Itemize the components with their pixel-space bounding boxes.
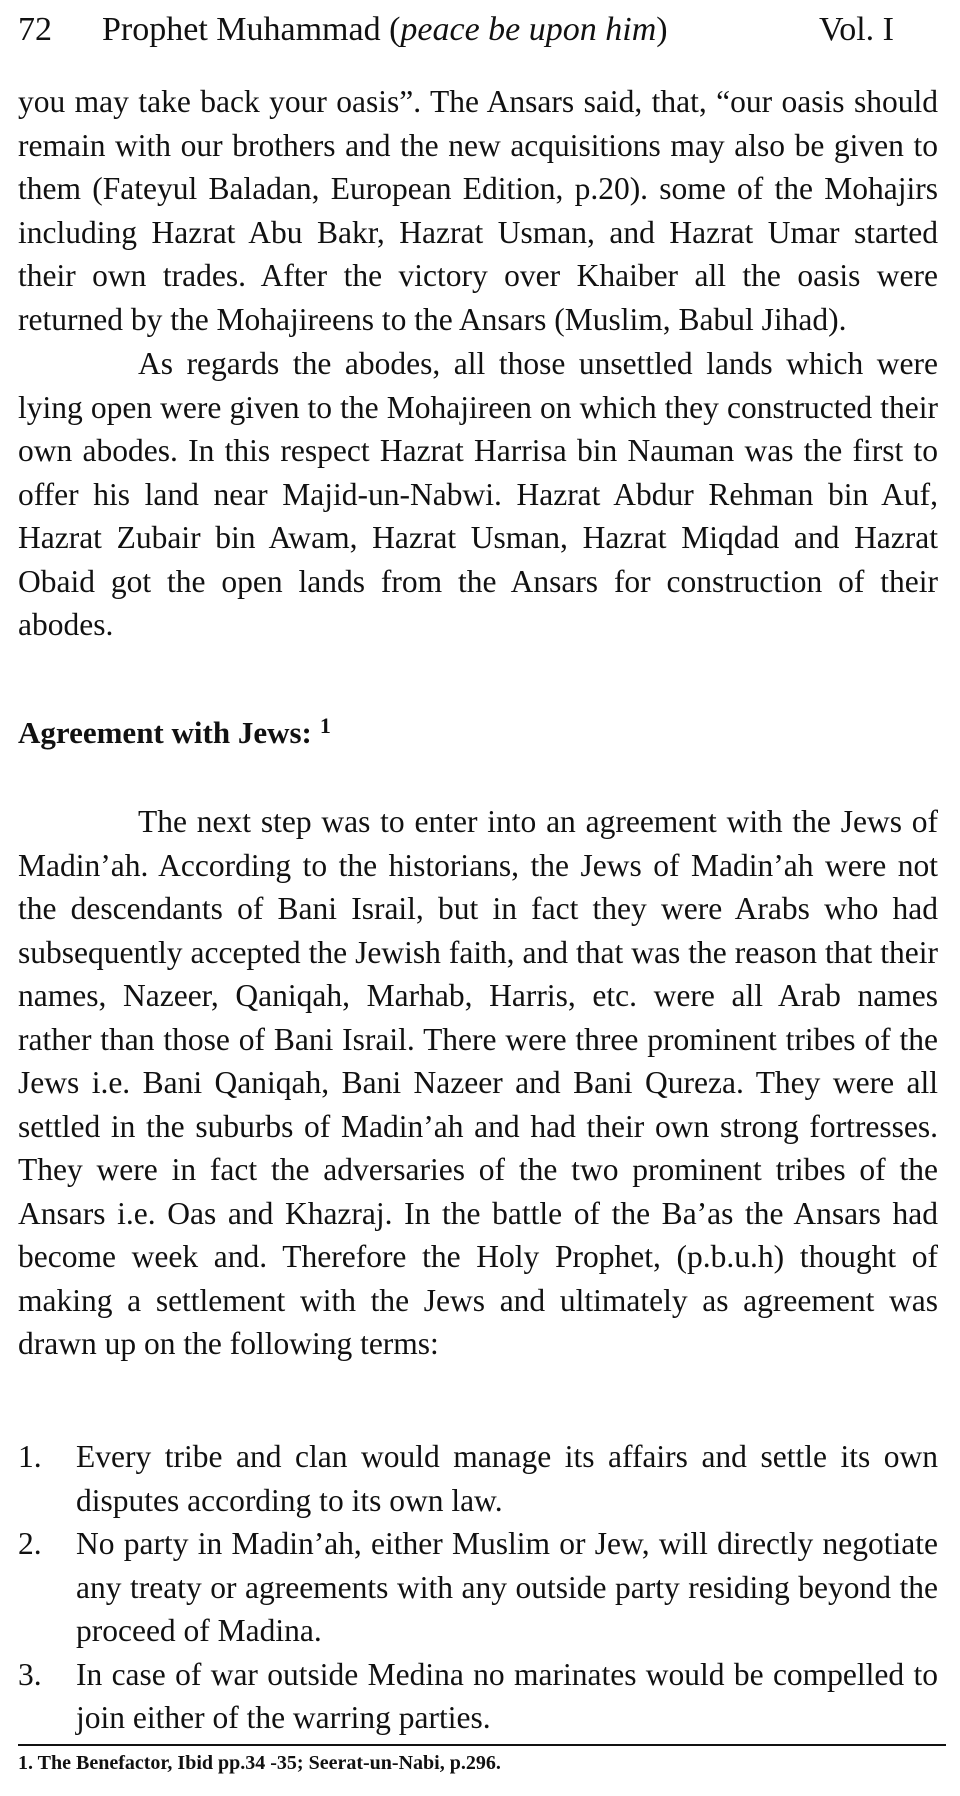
list-item-number: 3. — [18, 1656, 42, 1692]
running-header — [18, 8, 946, 52]
section-heading-text: Agreement with Jews: — [18, 715, 312, 750]
paragraph-agreement: The next step was to enter into an agreement with the Jews of Madin’ah. According to the historians, the Jews of Madin’ah were not the descendants of Bani Israil, but in fact they were Arabs who had subsequently accepted the Jewish faith, and that was the reason that their names, Nazeer, Qaniqah, Marhab, Harris, etc. were all Arab names rather than those of Bani Israil. There were three prominent tribes of the Jews i.e. Bani Qaniqah, Bani Nazeer and Bani Qureza. They were all settled in the suburbs of Madin’ah and had their own strong fortresses. They were in fact the adversaries of the two prominent tribes of the Ansars i.e. Oas and Khazraj. In the battle of the Ba’as the Ansars had become week and. Therefore the Holy Prophet, (p.b.u.h) thought of making a settlement with the Jews and ultimately as agreement was drawn up on the following terms: — [18, 804, 938, 1361]
section-heading — [18, 706, 331, 753]
footnote-divider — [18, 1744, 946, 1746]
page-number: 72 — [18, 11, 52, 48]
list-item — [18, 1435, 938, 1522]
title-prefix: Prophet Muhammad ( — [102, 11, 401, 48]
list-item-text: No party in Madin’ah, either Muslim or Jew, will directly negotiate any treaty or agreements with any outside party residing beyond the proceed of Madina. — [76, 1526, 938, 1648]
footnote: 1. The Benefactor, Ibid pp.34 -35; Seerat-un-Nabi, p.296. — [18, 1752, 501, 1774]
list-item — [18, 1522, 938, 1653]
list-item-text: In case of war outside Medina no marinates would be compelled to join either of the warring parties. — [76, 1656, 938, 1735]
list-item-number: 1. — [18, 1439, 42, 1474]
title-suffix: ) — [656, 11, 668, 48]
list-item-text: Every tribe and clan would manage its affairs and settle its own disputes according to its own law. — [76, 1439, 938, 1518]
paragraph-abodes: As regards the abodes, all those unsettled lands which were lying open were given to the Mohajireen on which they constructed their own abodes. In this respect Hazrat Harrisa bin Nauman was the first to offer his land near Majid-un-Nabwi. Hazrat Abdur Rehman bin Auf, Hazrat Zubair bin Awam, Hazrat Usman, Hazrat Miqdad and Hazrat Obaid got the open lands from the Ansars for construction of their abodes. — [18, 346, 938, 642]
footnote-ref: 1 — [319, 713, 331, 738]
paragraph-oasis: you may take back your oasis”. The Ansars said, that, “our oasis should remain with our brothers and the new acquisitions may also be given to them (Fateyul Baladan, European Edition, p.20). some of the Mohajirs including Hazrat Abu Bakr, Hazrat Usman, and Hazrat Umar started their own trades. After the victory over Khaiber all the oasis were returned by the Mohajireens to the Ansars (Muslim, Babul Jihad). — [18, 84, 938, 337]
volume-label: Vol. I — [819, 11, 894, 48]
list-item — [18, 1653, 938, 1740]
title-italic: peace be upon him — [400, 11, 657, 48]
terms-list — [18, 1435, 938, 1740]
running-title — [102, 8, 668, 52]
list-item-number: 2. — [18, 1526, 42, 1561]
